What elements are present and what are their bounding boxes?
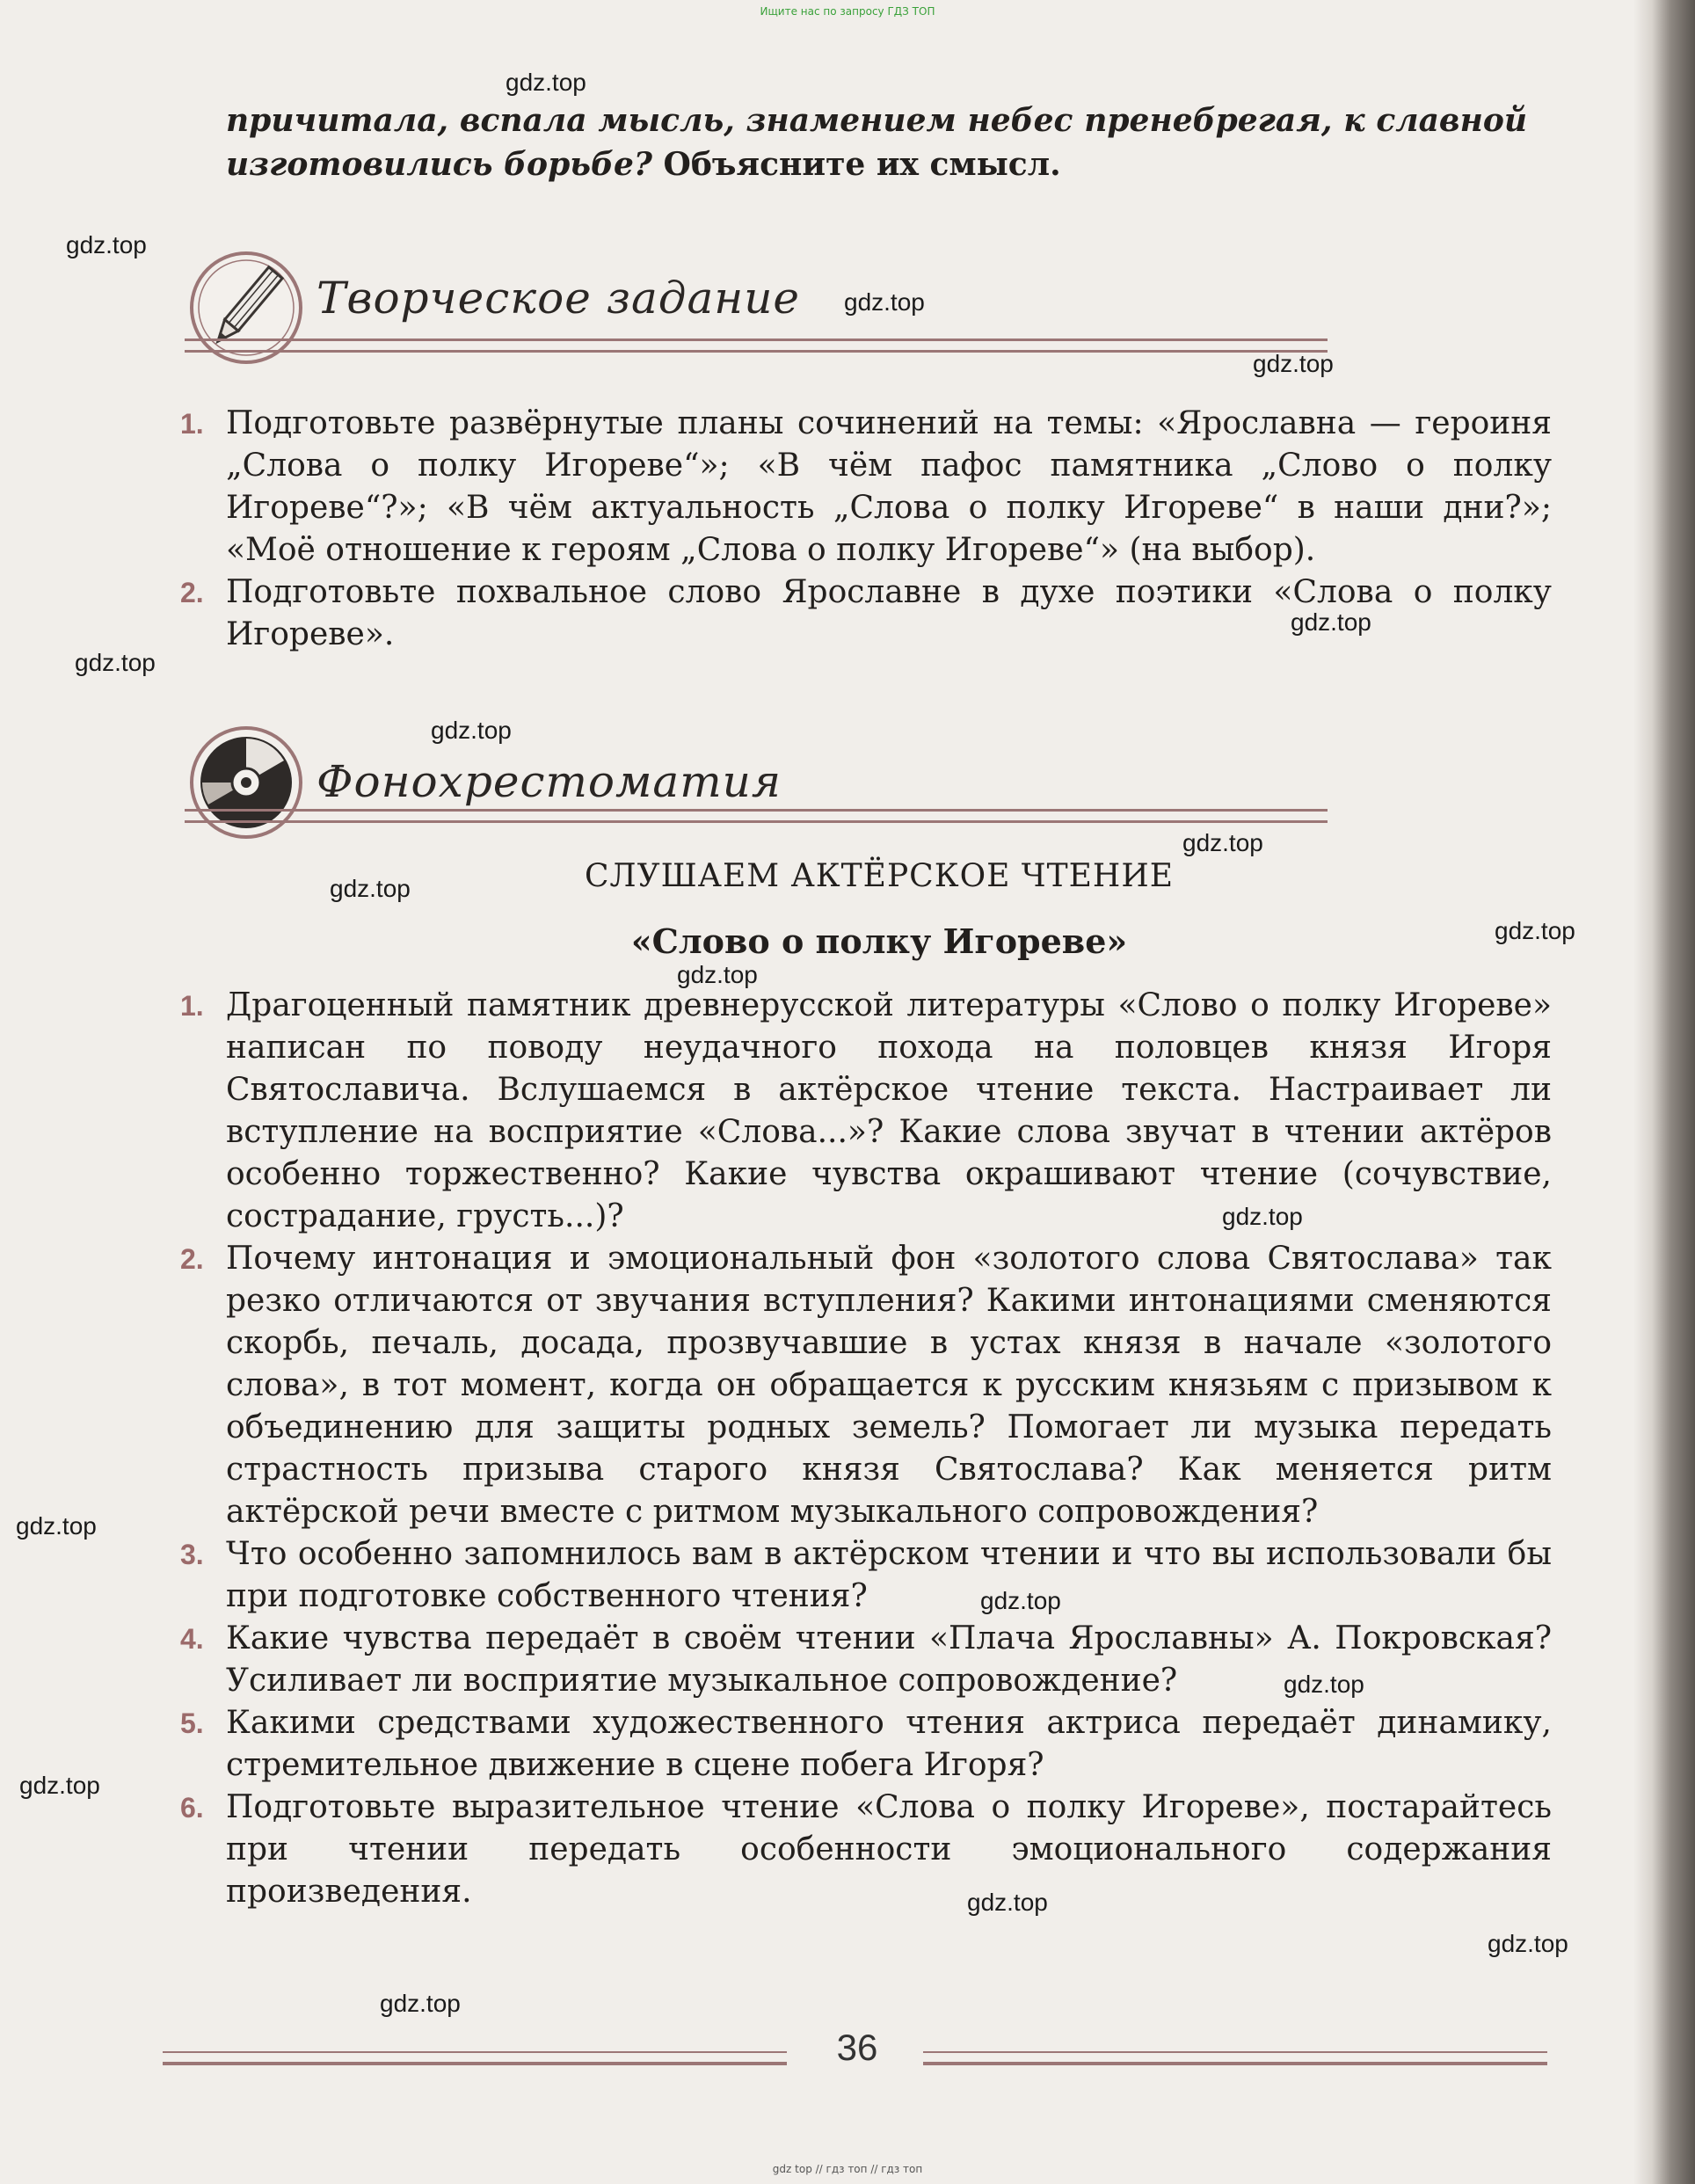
- list-item: [180, 985, 1552, 1238]
- listening-subtitle: СЛУШАЕМ АКТЁРСКОЕ ЧТЕНИЕ: [585, 858, 1174, 894]
- item-text: Подготовьте выразительное чтение «Слова о полку Игореве», постарайтесь при чтении передать особенности эмоционального содержания произведения.: [226, 1789, 1552, 1910]
- watermark: gdz.top: [1284, 1671, 1364, 1698]
- item-number: 2.: [180, 577, 204, 608]
- list-item: [180, 1533, 1552, 1618]
- intro-italic-text: причитала, вспала мысль, знамением небес пренебрегая, к славной изготовились борьбе?: [226, 102, 1527, 183]
- item-number: 1.: [180, 408, 204, 440]
- creative-task-list: [180, 403, 1552, 656]
- item-number: 3.: [180, 1539, 204, 1570]
- page-edge-shadow: [1633, 0, 1695, 2184]
- watermark: gdz.top: [967, 1889, 1048, 1916]
- section-creative-header: [185, 237, 1328, 413]
- bottom-banner: gdz top // гдз топ // гдз топ: [772, 2163, 923, 2175]
- item-text: Подготовьте похвальное слово Ярославне в духе поэтики «Слова о полку Игореве».: [226, 574, 1552, 652]
- item-number: 1.: [180, 990, 204, 1022]
- watermark: gdz.top: [1253, 350, 1334, 377]
- section-divider: [185, 809, 1328, 823]
- watermark: gdz.top: [431, 717, 512, 744]
- top-banner: Ищите нас по запросу ГДЗ ТОП: [760, 5, 935, 18]
- watermark: gdz.top: [844, 288, 925, 316]
- watermark: gdz.top: [75, 649, 156, 676]
- list-item: [180, 1618, 1552, 1702]
- watermark: gdz.top: [1291, 608, 1371, 636]
- watermark: gdz.top: [19, 1772, 100, 1799]
- phono-question-list: [180, 985, 1552, 1913]
- item-text: Драгоценный памятник древнерусской литературы «Слово о полку Игореве» написан по поводу неудачного похода на половцев князя Игоря Святославича. Вслушаемся в актёрское чтение текста. Настраивает ли вступление на восприятие «Слова...»? Какие слова звучат в чтении актёров особенно торжественно? Какие чувства окрашивают чтение (сочувствие, сострадание, грусть...)?: [226, 987, 1552, 1234]
- section-divider: [185, 339, 1328, 353]
- item-text: Какие чувства передаёт в своём чтении «Плача Ярославны» А. Покровская? Усиливает ли восприятие музыкальное сопровождение?: [226, 1620, 1552, 1699]
- item-text: Что особенно запомнилось вам в актёрском чтении и что вы использовали бы при подготовке собственного чтения?: [226, 1536, 1552, 1614]
- watermark: gdz.top: [677, 961, 758, 988]
- watermark: gdz.top: [380, 1990, 461, 2017]
- item-number: 6.: [180, 1792, 204, 1824]
- list-item: [180, 403, 1552, 571]
- item-number: 4.: [180, 1623, 204, 1655]
- watermark: gdz.top: [980, 1587, 1061, 1614]
- item-text: Подготовьте развёрнутые планы сочинений на темы: «Ярославна — героиня „Слова о полку Игореве“»; «В чём пафос памятника „Слово о полку Игореве“?»; «В чём актуальность „Слова о полку Игореве“ в наши дни?»; «Моё отношение к героям „Слова о полку Игореве“» (на выбор).: [226, 405, 1552, 568]
- watermark: gdz.top: [330, 875, 411, 902]
- section-phono-title: Фонохрестоматия: [316, 756, 782, 807]
- item-text: Почему интонация и эмоциональный фон «золотого слова Святослава» так резко отличаются от звучания вступления? Какими интонациями сменяются скорбь, печаль, досада, прозвучавшие в устах князя в начале «золотого слова», в тот момент, когда он обращается к русским князьям с призывом к объединению для защиты родных земель? Помогает ли музыка передать страстность призыва старого князя Святослава? Как меняется ритм актёрской речи вместе с ритмом музыкального сопровождения?: [226, 1241, 1552, 1530]
- list-item: [180, 1238, 1552, 1533]
- cd-disc-icon: [185, 721, 308, 844]
- list-item: [180, 1787, 1552, 1913]
- watermark: gdz.top: [16, 1512, 97, 1540]
- work-title: «Слово о полку Игореве»: [630, 921, 1128, 961]
- section-creative-title: Творческое задание: [316, 273, 801, 324]
- watermark: gdz.top: [506, 69, 586, 96]
- watermark: gdz.top: [1495, 917, 1575, 944]
- watermark: gdz.top: [1222, 1203, 1303, 1230]
- footer-rule-right: [923, 2051, 1547, 2065]
- watermark: gdz.top: [1182, 829, 1263, 856]
- item-number: 5.: [180, 1707, 204, 1739]
- list-item: [180, 1702, 1552, 1787]
- footer-rule-left: [163, 2051, 787, 2065]
- watermark: gdz.top: [1488, 1930, 1568, 1957]
- intro-normal-text: Объясните их смысл.: [651, 146, 1061, 183]
- item-number: 2.: [180, 1243, 204, 1275]
- item-text: Какими средствами художественного чтения актриса передаёт динамику, стремительное движение в сцене побега Игоря?: [226, 1705, 1552, 1783]
- watermark: gdz.top: [66, 231, 147, 258]
- list-item: [180, 571, 1552, 656]
- page-number: 36: [836, 2027, 878, 2068]
- intro-paragraph: [226, 98, 1527, 186]
